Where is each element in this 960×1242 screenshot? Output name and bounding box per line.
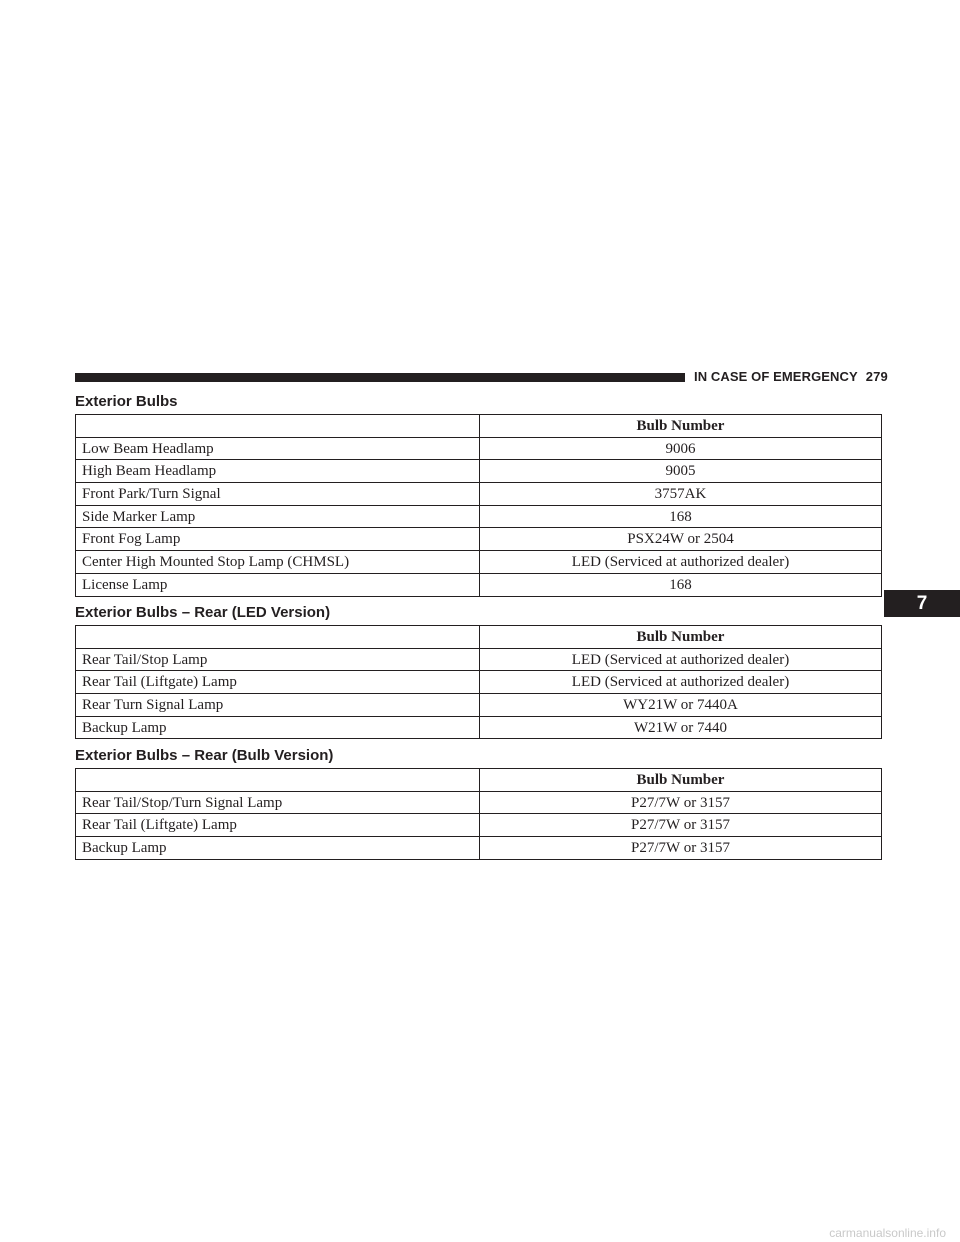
header-cell-blank bbox=[76, 626, 480, 649]
bulb-name: Center High Mounted Stop Lamp (CHMSL) bbox=[76, 551, 480, 574]
section-title-rear-bulb: Exterior Bulbs – Rear (Bulb Version) bbox=[75, 747, 334, 764]
header-cell-blank bbox=[76, 769, 480, 792]
table-exterior-bulbs bbox=[75, 414, 882, 597]
table-row bbox=[76, 437, 882, 460]
header-section-name: IN CASE OF EMERGENCY bbox=[694, 369, 858, 384]
table-row bbox=[76, 791, 882, 814]
bulb-number: WY21W or 7440A bbox=[480, 694, 882, 717]
table-header-row bbox=[76, 626, 882, 649]
bulb-name: Rear Tail (Liftgate) Lamp bbox=[76, 814, 480, 837]
table-row bbox=[76, 573, 882, 596]
section-title-exterior-bulbs: Exterior Bulbs bbox=[75, 393, 178, 410]
bulb-number: LED (Serviced at authorized dealer) bbox=[480, 551, 882, 574]
table-row bbox=[76, 551, 882, 574]
table-row bbox=[76, 648, 882, 671]
bulb-name: Low Beam Headlamp bbox=[76, 437, 480, 460]
bulb-name: Front Fog Lamp bbox=[76, 528, 480, 551]
bulb-number: 168 bbox=[480, 573, 882, 596]
bulb-number: 3757AK bbox=[480, 483, 882, 506]
bulb-name: Backup Lamp bbox=[76, 716, 480, 739]
page-number: 279 bbox=[865, 369, 888, 384]
bulb-number: PSX24W or 2504 bbox=[480, 528, 882, 551]
bulb-name: Backup Lamp bbox=[76, 837, 480, 860]
bulb-name: Rear Tail/Stop/Turn Signal Lamp bbox=[76, 791, 480, 814]
table-row bbox=[76, 716, 882, 739]
bulb-number: P27/7W or 3157 bbox=[480, 837, 882, 860]
page-footer bbox=[0, 1226, 960, 1242]
bulb-number: 9006 bbox=[480, 437, 882, 460]
bulb-number: P27/7W or 3157 bbox=[480, 814, 882, 837]
table-row bbox=[76, 505, 882, 528]
header-cell-bulb-number: Bulb Number bbox=[480, 769, 882, 792]
bulb-number: 168 bbox=[480, 505, 882, 528]
table-row bbox=[76, 837, 882, 860]
bulb-number: LED (Serviced at authorized dealer) bbox=[480, 671, 882, 694]
bulb-name: License Lamp bbox=[76, 573, 480, 596]
table-rear-bulb-version bbox=[75, 768, 882, 860]
header-rule bbox=[75, 373, 685, 382]
table-row bbox=[76, 671, 882, 694]
bulb-number: 9005 bbox=[480, 460, 882, 483]
bulb-name: Rear Turn Signal Lamp bbox=[76, 694, 480, 717]
section-title-rear-led: Exterior Bulbs – Rear (LED Version) bbox=[75, 604, 331, 621]
table-header-row bbox=[76, 415, 882, 438]
table-row bbox=[76, 483, 882, 506]
table-row bbox=[76, 460, 882, 483]
chapter-tab: 7 bbox=[884, 590, 960, 617]
bulb-number: LED (Serviced at authorized dealer) bbox=[480, 648, 882, 671]
table-rear-led-version bbox=[75, 625, 882, 739]
bulb-name: High Beam Headlamp bbox=[76, 460, 480, 483]
bulb-number: W21W or 7440 bbox=[480, 716, 882, 739]
header-cell-bulb-number: Bulb Number bbox=[480, 415, 882, 438]
bulb-name: Rear Tail/Stop Lamp bbox=[76, 648, 480, 671]
header-cell-blank bbox=[76, 415, 480, 438]
watermark-text: carmanualsonline.info bbox=[829, 1226, 946, 1240]
bulb-name: Front Park/Turn Signal bbox=[76, 483, 480, 506]
header-cell-bulb-number: Bulb Number bbox=[480, 626, 882, 649]
bulb-name: Rear Tail (Liftgate) Lamp bbox=[76, 671, 480, 694]
running-header bbox=[694, 368, 888, 386]
table-row bbox=[76, 694, 882, 717]
table-row bbox=[76, 814, 882, 837]
table-header-row bbox=[76, 769, 882, 792]
bulb-number: P27/7W or 3157 bbox=[480, 791, 882, 814]
bulb-name: Side Marker Lamp bbox=[76, 505, 480, 528]
table-row bbox=[76, 528, 882, 551]
